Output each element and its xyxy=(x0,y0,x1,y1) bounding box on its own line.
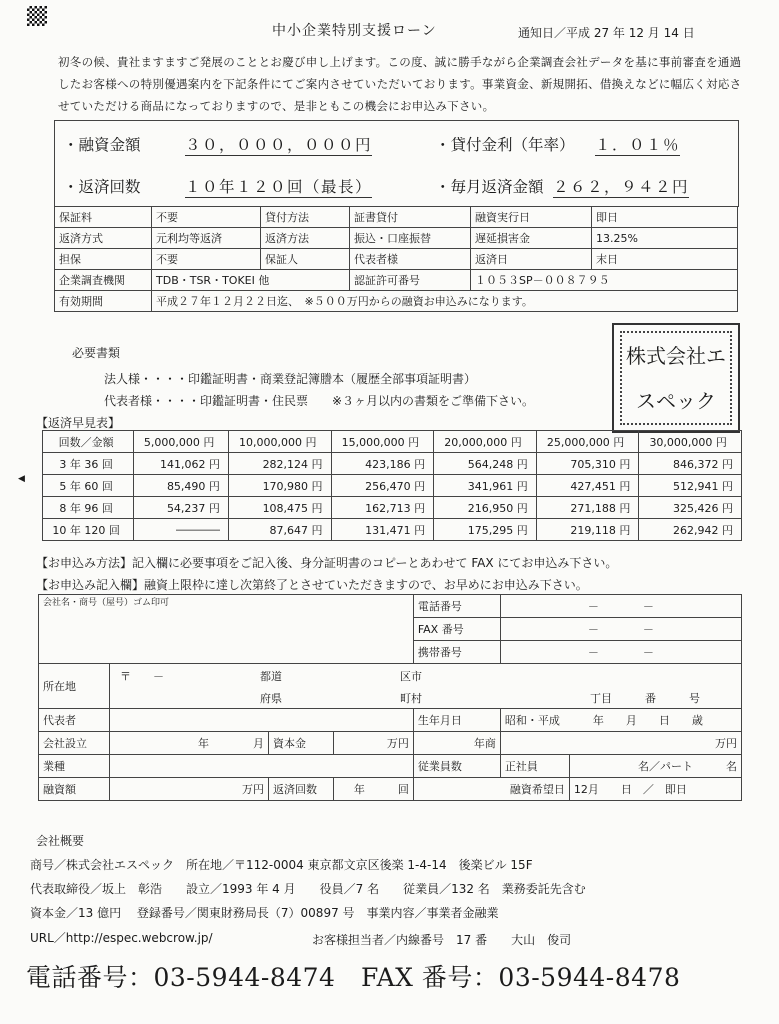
table-row: 5 年 60 回 85,490 円 170,980 円 256,470 円 341,961 円 427,451 円 512,941 円 xyxy=(43,475,742,497)
capital-label: 資本金 xyxy=(269,732,334,755)
page-title: 中小企業特別支援ローン xyxy=(272,23,437,39)
rep-field[interactable] xyxy=(110,709,414,732)
fax-field[interactable]: － － xyxy=(500,618,741,641)
loan-label: 融資額 xyxy=(39,778,110,801)
table-row: 有効期間 平成２７年１２月２２日迄、 ※５００万円からの融資お申込みになります。 xyxy=(55,291,738,312)
table-row: 返済方式 元利均等返済 返済方法 振込・口座振替 遅延損害金 13.25% xyxy=(55,228,738,249)
table-row xyxy=(39,755,742,778)
birth-label: 生年月日 xyxy=(413,709,500,732)
count-label: ・返済回数 xyxy=(63,178,141,196)
repay-count-field[interactable]: 年 回 xyxy=(334,778,414,801)
apply-form-note: 【お申込み記入欄】融資上限枠に達し次第終了とさせていただきますので、お早めにお申込み下さい。 xyxy=(36,578,588,592)
hope-date-label: 融資希望日 xyxy=(413,778,569,801)
documents-corp: 法人様・・・・印鑑証明書・商業登記簿謄本（履歴全部事項証明書） xyxy=(104,372,477,386)
birth-field[interactable]: 昭和・平成 年 月 日 歳 xyxy=(500,709,741,732)
rep-label: 代表者 xyxy=(39,709,110,732)
tel-label: 電話番号 xyxy=(413,595,500,618)
industry-field[interactable] xyxy=(110,755,414,778)
table-row: 保証料 不要 貸付方法 証書貸付 融資実行日 即日 xyxy=(55,207,738,228)
company-line-1: 商号／株式会社エスペック 所在地／〒112-0004 東京都文京区後楽 1-4-14 後楽ビル 15F xyxy=(30,858,533,872)
loan-amount-label: ・融資金額 xyxy=(63,136,141,154)
company-contact: お客様担当者／内線番号 17 番 大山 俊司 xyxy=(312,933,572,947)
regular-label: 正社員 xyxy=(500,755,569,778)
loan-amount-value: ３０，０００，０００円 xyxy=(185,133,372,156)
table-row xyxy=(39,732,742,755)
address-field[interactable]: 〒 － 都道 府県 区市 町村 丁目 番 号 xyxy=(110,664,742,709)
corner-logo-icon xyxy=(27,6,47,26)
count-value: １０年１２０回（最長） xyxy=(185,175,372,198)
fax-label: FAX 番号 xyxy=(413,618,500,641)
table-row: 担保 不要 保証人 代表者様 返済日 末日 xyxy=(55,249,738,270)
table-row: 回数／金額 5,000,000 円 10,000,000 円 15,000,000 円 20,000,000 円 25,000,000 円 30,000,000 円 xyxy=(43,431,742,453)
table-row xyxy=(39,595,742,618)
table-row: 3 年 36 回 141,062 円 282,124 円 423,186 円 564,248 円 705,310 円 846,372 円 xyxy=(43,453,742,475)
company-line-3: 資本金／13 億円 登録番号／関東財務局長（7）00897 号 事業内容／事業者金融業 xyxy=(30,906,499,920)
company-line-2: 代表取締役／坂上 彰浩 設立／1993 年 4 月 役員／7 名 従業員／132 名 業務委託先含む xyxy=(30,882,586,896)
hope-date-field[interactable]: 12月 日 ／ 即日 xyxy=(569,778,741,801)
intro-text: 初冬の候、貴社ますますご発展のこととお慶び申し上げます。この度、誠に勝手ながら企業調査会社データを基に事前審査を通過したお客様への特別優遇案内を下記条件にてご案内させていただいております。事業資金、新規開拓、借換えなどに幅広く対応させていただける商品になっておりますので、是非ともこの機会にお申込み下さい。 xyxy=(58,55,742,113)
repayment-schedule-table xyxy=(42,430,742,541)
mobile-field[interactable]: － － xyxy=(500,641,741,664)
sales-field[interactable]: 万円 xyxy=(500,732,741,755)
employees-label: 従業員数 xyxy=(413,755,500,778)
schedule-title: 【返済早見表】 xyxy=(36,416,121,430)
mobile-label: 携帯番号 xyxy=(413,641,500,664)
documents-rep: 代表者様・・・・印鑑証明書・住民票 ※３ヶ月以内の書類をご準備下さい。 xyxy=(104,394,535,408)
est-field[interactable]: 年 月 xyxy=(110,732,269,755)
table-row: 8 年 96 回 54,237 円 108,475 円 162,713 円 216,950 円 271,188 円 325,426 円 xyxy=(43,497,742,519)
phone-fax-line: 電話番号：03-5944-8474 FAX 番号：03-5944-8478 xyxy=(26,963,681,992)
repay-count-label: 返済回数 xyxy=(269,778,334,801)
capital-field[interactable]: 万円 xyxy=(334,732,414,755)
loan-terms-box xyxy=(54,120,739,207)
table-row: 10 年 120 回 ―――― 87,647 円 131,471 円 175,295 円 219,118 円 262,942 円 xyxy=(43,519,742,541)
application-form xyxy=(38,594,742,801)
est-label: 会社設立 xyxy=(39,732,110,755)
table-row xyxy=(39,778,742,801)
industry-label: 業種 xyxy=(39,755,110,778)
loan-field[interactable]: 万円 xyxy=(110,778,269,801)
rate-label: ・貸付金利（年率） xyxy=(435,136,575,154)
apply-method: 【お申込み方法】記入欄に必要事項をご記入後、身分証明書のコピーとあわせて FAX にてお申込み下さい。 xyxy=(36,556,618,570)
seal-lettering: 株 式 会 社 エ ス ペ ッ ク xyxy=(620,331,732,425)
company-url[interactable]: URL／http://espec.webcrow.jp/ xyxy=(30,931,213,945)
address-label: 所在地 xyxy=(39,664,110,709)
company-title: 会社概要 xyxy=(36,834,85,848)
table-row xyxy=(39,664,742,709)
conditions-table xyxy=(54,206,738,312)
table-row xyxy=(39,709,742,732)
documents-title: 必要書類 xyxy=(72,346,121,360)
employees-field[interactable]: 名／パート 名 xyxy=(569,755,741,778)
table-row: 企業調査機関 TDB・TSR・TOKEI 他 認証許可番号 １０５３SP－００８７９５ xyxy=(55,270,738,291)
monthly-label: ・毎月返済金額 xyxy=(435,178,544,196)
sales-label: 年商 xyxy=(413,732,500,755)
notice-date: 通知日／平成 27 年 12 月 14 日 xyxy=(518,26,695,40)
company-seal xyxy=(612,323,740,433)
monthly-value: ２６２，９４２円 xyxy=(553,175,689,198)
left-arrow-icon: ◀ xyxy=(18,474,25,484)
company-name-field[interactable]: 会社名・商号（屋号）ゴム印可 xyxy=(39,595,414,664)
tel-field[interactable]: － － xyxy=(500,595,741,618)
rate-value: １．０１％ xyxy=(595,133,680,156)
